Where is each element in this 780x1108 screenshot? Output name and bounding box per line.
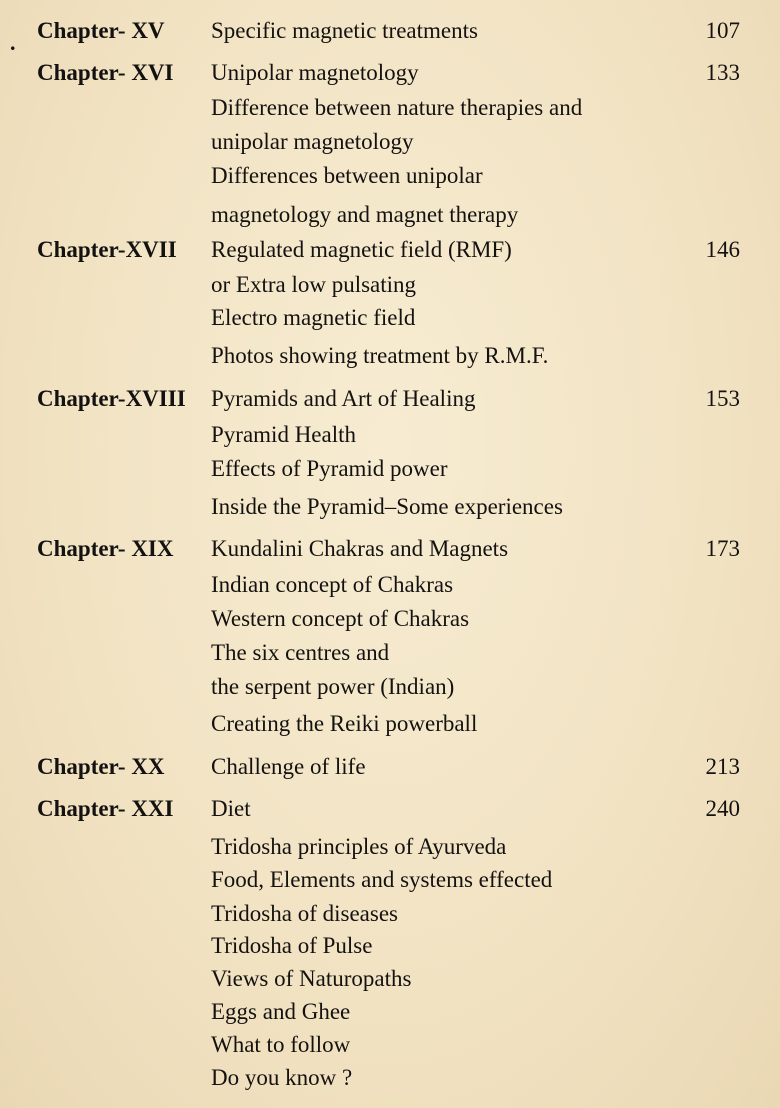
toc-entry: Food, Elements and systems effected xyxy=(211,867,553,892)
chapter-page-number: 153 xyxy=(705,386,740,411)
toc-entry: Tridosha of Pulse xyxy=(211,933,373,958)
toc-entry: Kundalini Chakras and Magnets xyxy=(211,536,509,561)
toc-entry: Western concept of Chakras xyxy=(211,606,470,631)
chapter-label: Chapter- XXI xyxy=(37,796,174,821)
toc-entry: magnetology and magnet therapy xyxy=(211,202,519,227)
toc-entry: Photos showing treatment by R.M.F. xyxy=(211,343,549,368)
toc-entry: Views of Naturopaths xyxy=(211,966,412,991)
toc-entry: Tridosha of diseases xyxy=(211,901,398,926)
toc-entry: Diet xyxy=(211,796,251,821)
toc-entry: Differences between unipolar xyxy=(211,163,483,188)
toc-entry: Inside the Pyramid–Some experiences xyxy=(211,494,563,519)
toc-entry: What to follow xyxy=(211,1032,351,1057)
toc-entry: Challenge of life xyxy=(211,754,366,779)
chapter-label: Chapter- XIX xyxy=(37,536,174,561)
toc-entry: Tridosha principles of Ayurveda xyxy=(211,834,507,859)
chapter-page-number: 133 xyxy=(705,60,740,85)
toc-entry: Difference between nature therapies and xyxy=(211,95,583,120)
toc-entry: Pyramid Health xyxy=(211,422,356,447)
toc-entry: Do you know ? xyxy=(211,1065,353,1090)
toc-entry: Indian concept of Chakras xyxy=(211,572,454,597)
toc-entry: Electro magnetic field xyxy=(211,305,416,330)
chapter-page-number: 213 xyxy=(705,754,740,779)
toc-entry: unipolar magnetology xyxy=(211,129,414,154)
toc-entry: Effects of Pyramid power xyxy=(211,456,448,481)
chapter-label: Chapter- XX xyxy=(37,754,165,779)
toc-entry: Pyramids and Art of Healing xyxy=(211,386,476,411)
chapter-label: Chapter-XVIII xyxy=(37,386,186,411)
chapter-page-number: 146 xyxy=(705,237,740,262)
chapter-label: Chapter-XVII xyxy=(37,237,177,262)
toc-entry: the serpent power (Indian) xyxy=(211,674,455,699)
toc-entry: Creating the Reiki powerball xyxy=(211,711,478,736)
toc-entry: or Extra low pulsating xyxy=(211,272,417,297)
chapter-page-number: 107 xyxy=(705,18,740,43)
toc-entry: Unipolar magnetology xyxy=(211,60,419,85)
toc-entry: Specific magnetic treatments xyxy=(211,18,478,43)
toc-entry: The six centres and xyxy=(211,640,390,665)
chapter-label: Chapter- XV xyxy=(37,18,165,43)
toc-entry: Regulated magnetic field (RMF) xyxy=(211,237,512,262)
chapter-label: Chapter- XVI xyxy=(37,60,174,85)
stray-mark: . xyxy=(10,30,16,55)
chapter-page-number: 173 xyxy=(705,536,740,561)
toc-entry: Eggs and Ghee xyxy=(211,999,351,1024)
chapter-page-number: 240 xyxy=(705,796,740,821)
